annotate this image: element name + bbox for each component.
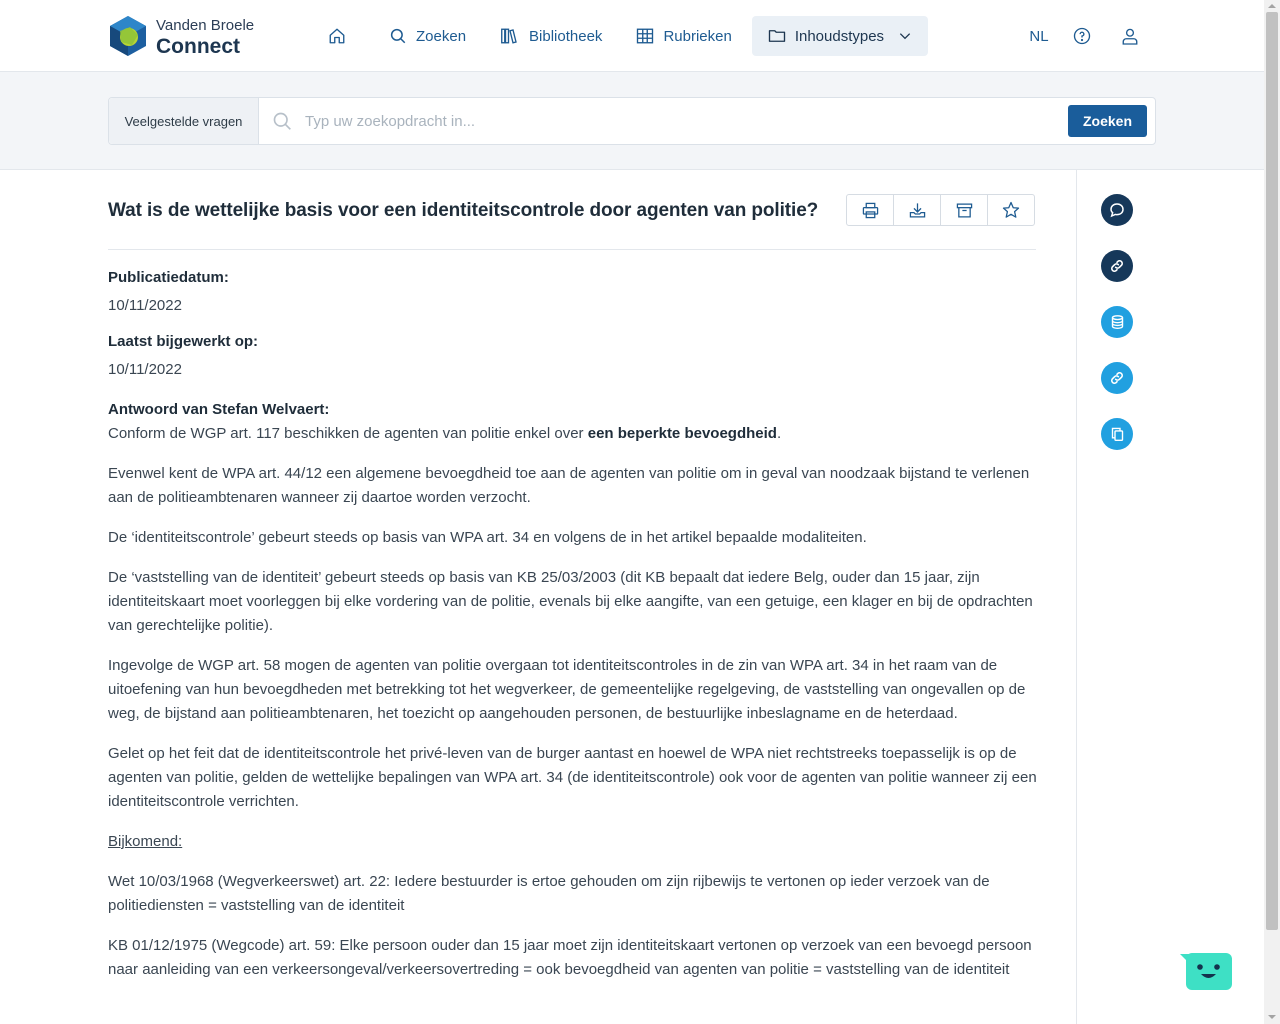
search-input[interactable] [305,98,1068,144]
nav-categories[interactable] [622,16,745,56]
nav-content-types[interactable] [752,16,928,56]
search-icon [389,27,407,45]
copy-button[interactable] [1101,418,1133,450]
page-scrollbar[interactable] [1264,0,1280,1024]
grid-icon [636,27,654,45]
answer-paragraph: De ‘vaststelling van de identiteit’ gebeurt steeds op basis van KB 25/03/2003 (dit KB bepaalt dat iedere Belg, ouder dan 15 jaar, zijn identiteitskaart moet voorleggen bij elke vordering van de politie, evenals bij elke aangifte, van een getuige, een klager en bij de opdrachten van gerechtelijke politie). [108,569,1033,634]
nav-search[interactable] [375,16,480,56]
archive-button[interactable] [941,195,988,225]
answer-paragraph: Gelet op het feit dat de identiteitscontrole het privé-leven van de burger aantast en hoewel de WPA niet rechtstreeks toepasselijk is op de agenten van politie, gelden de wettelijke bepalingen van WPA art. 34 (de identiteitscontrole) ook voor de agenten van politie wanneer zij een identiteitscontrole verrichten. [108,745,1037,810]
brand-logo[interactable] [108,15,254,57]
folder-icon [768,27,786,45]
print-button[interactable] [847,195,894,225]
article-header [108,194,1036,250]
download-button[interactable] [894,195,941,225]
home-icon [328,27,346,45]
chatbot-button[interactable] [1180,952,1232,992]
database-button[interactable] [1101,306,1133,338]
publication-date: 10/11/2022 [108,297,182,314]
answer-paragraph: Evenwel kent de WPA art. 44/12 een algemene bevoegdheid toe aan de agenten van politie om in geval van noodzaak bijstand te verlenen aan de politieambtenaren wanneer zij daartoe worden verzocht. [108,465,1030,506]
profile-button[interactable] [1106,27,1154,46]
archive-icon [956,202,973,219]
answer-paragraph: Wet 10/03/1968 (Wegverkeerswet) art. 22: Iedere bestuurder is ertoe gehouden om zijn rijbewijs te vertonen op ieder verzoek van de politiediensten = vaststelling van de identiteit [108,873,990,914]
right-rail [1076,170,1264,1024]
additional-heading: Bijkomend: [108,833,183,850]
answer-paragraph: Ingevolge de WGP art. 58 mogen de agenten van politie overgaan tot identiteitscontroles in de zin van WPA art. 34 in het raam van de uitoefening van hun bevoegdheden met betrekking tot het wegverkeer, de gemeentelijke regelgeving, de vaststelling van ongevallen op de weg, de bijstand aan politieambtenaren, het toezicht op aangehouden personen, de bestuurlijke inbeslagname en de heterdaad. [108,657,1026,722]
download-icon [909,202,926,219]
article-body [108,266,1038,998]
nav-search-label: Zoeken [416,27,467,45]
search-bar [108,97,1156,145]
answer-paragraph [108,422,1038,446]
nav-home[interactable] [314,16,369,56]
logo-cube-icon [108,15,148,57]
updated-label: Laatst bijgewerkt op: [108,333,259,350]
brand-name: Vanden Broele [156,16,255,34]
nav-categories-label: Rubrieken [663,27,732,45]
database-icon [1110,314,1125,330]
top-header [0,0,1264,72]
link-icon [1109,258,1125,274]
search-band [0,72,1264,170]
article-main [0,170,1076,1024]
help-icon [1073,27,1091,45]
copy-icon [1110,426,1125,442]
search-field-icon [259,98,305,144]
star-icon [1002,201,1020,219]
page-title: Wat is de wettelijke basis voor een identiteitscontrole door agenten van politie? [108,200,819,221]
search-button[interactable]: Zoeken [1068,105,1147,137]
paragraph-text: . [776,425,782,442]
print-icon [862,202,879,219]
answer-paragraph: KB 01/12/1975 (Wegcode) art. 59: Elke persoon ouder dan 15 jaar moet zijn identiteitskaart vertonen op verzoek van een bevoegd persoon naar aanleiding van een verkeersongeval/verkeersovertreding = ook bevoegdheid van agenten van politie = vaststelling van de identiteit [108,937,1032,978]
nav-content-types-label: Inhoudstypes [794,27,885,45]
scroll-up-arrow[interactable] [1268,4,1276,8]
brand-product: Connect [156,34,240,58]
link-button[interactable] [1101,250,1133,282]
chatbot-face-icon [1180,952,1232,992]
publication-label: Publicatiedatum: [108,269,229,286]
answer-author-label: Antwoord van Stefan Welvaert: [108,401,330,418]
scroll-thumb[interactable] [1266,12,1278,930]
comment-button[interactable] [1101,194,1133,226]
help-button[interactable] [1058,27,1106,45]
main-nav [314,16,934,56]
language-switcher[interactable]: NL [1029,27,1049,45]
article-toolbar [846,194,1035,226]
faq-tab[interactable]: Veelgestelde vragen [109,98,259,144]
favorite-button[interactable] [988,195,1034,225]
publication-meta [108,266,1038,318]
link-icon [1109,370,1125,386]
updated-meta [108,330,1038,382]
library-icon [500,27,520,45]
user-icon [1121,27,1139,46]
emphasis-text: een beperkte bevoegdheid [587,425,777,442]
nav-library[interactable] [486,16,616,56]
scroll-down-arrow[interactable] [1268,1015,1276,1019]
nav-library-label: Bibliotheek [529,27,603,45]
related-link-button[interactable] [1101,362,1133,394]
answer-paragraph: De ‘identiteitscontrole’ gebeurt steeds op basis van WPA art. 34 en volgens de in het artikel bepaalde modaliteiten. [108,529,867,546]
updated-date: 10/11/2022 [108,361,182,378]
chevron-down-icon [898,29,912,43]
comment-icon [1109,202,1125,218]
paragraph-text: Conform de WGP art. 117 beschikken de agenten van politie enkel over [108,425,588,442]
